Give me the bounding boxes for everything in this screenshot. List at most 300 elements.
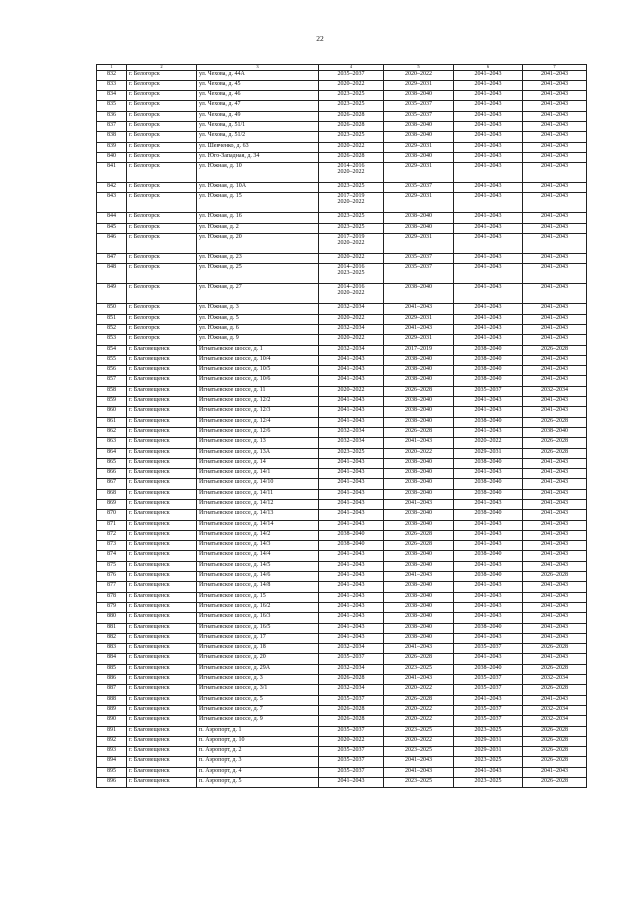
period-col4-cell: [319, 541, 384, 551]
row-number: 888: [97, 695, 127, 705]
period-col7-cell: 2041–2043: [523, 561, 587, 571]
period-line: 2023–2025: [337, 183, 365, 190]
period-col4-cell: [319, 193, 384, 213]
city-cell: г. Благовещенск: [127, 736, 197, 746]
period-col6-cell: 2038–2040: [454, 479, 523, 489]
city-cell: г. Благовещенск: [127, 726, 197, 736]
period-col4-cell: [319, 613, 384, 623]
period-col7-cell: 2041–2043: [523, 366, 587, 376]
period-col7-cell: 2041–2043: [523, 500, 587, 510]
row-number: 870: [97, 510, 127, 520]
address-cell: Игнатьевское шоссе, д. 14/3: [197, 541, 319, 551]
city-cell: г. Благовещенск: [127, 438, 197, 448]
period-col6-cell: 2038–2040: [454, 366, 523, 376]
period-col5-cell: 2020–2022: [384, 716, 454, 726]
address-cell: Игнатьевское шоссе, д. 15: [197, 592, 319, 602]
period-col7-cell: 2041–2043: [523, 530, 587, 540]
period-line: 2041–2043: [337, 582, 365, 589]
column-number: 4: [319, 65, 384, 71]
city-cell: г. Благовещенск: [127, 747, 197, 757]
period-line: 2017–2019: [337, 193, 365, 200]
row-number: 854: [97, 345, 127, 355]
table-row: [97, 213, 587, 223]
table-row: [97, 121, 587, 131]
address-cell: Игнатьевское шоссе, д. 14/12: [197, 500, 319, 510]
table-row: [97, 284, 587, 304]
address-cell: Игнатьевское шоссе, д. 10/4: [197, 355, 319, 365]
period-line: 2020–2022: [337, 335, 365, 342]
period-col5-cell: 2020–2022: [384, 736, 454, 746]
row-number: 853: [97, 335, 127, 345]
period-col5-cell: 2023–2025: [384, 664, 454, 674]
period-col6-cell: 2041–2043: [454, 520, 523, 530]
row-number: 863: [97, 438, 127, 448]
period-col5-cell: 2041–2043: [384, 767, 454, 777]
city-cell: г. Благовещенск: [127, 448, 197, 458]
period-line: 2041–2043: [337, 551, 365, 558]
row-number: 885: [97, 664, 127, 674]
period-col7-cell: 2032–2034: [523, 716, 587, 726]
period-col4-cell: [319, 91, 384, 101]
period-col5-cell: 2038–2040: [384, 469, 454, 479]
city-cell: г. Благовещенск: [127, 767, 197, 777]
table-row: [97, 234, 587, 254]
period-col6-cell: 2041–2043: [454, 427, 523, 437]
period-col6-cell: 2041–2043: [454, 592, 523, 602]
address-cell: ул. Чехова, д. 49: [197, 111, 319, 121]
address-cell: Игнатьевское шоссе, д. 14/8: [197, 582, 319, 592]
period-col4-cell: [319, 767, 384, 777]
address-cell: Игнатьевское шоссе, д. 18: [197, 644, 319, 654]
period-col4-cell: [319, 132, 384, 142]
row-number: 860: [97, 407, 127, 417]
period-col5-cell: 2041–2043: [384, 675, 454, 685]
period-col5-cell: 2038–2040: [384, 91, 454, 101]
period-col5-cell: 2029–2031: [384, 80, 454, 90]
row-number: 866: [97, 469, 127, 479]
period-col6-cell: 2038–2040: [454, 458, 523, 468]
period-col7-cell: 2041–2043: [523, 264, 587, 284]
period-line: 2041–2043: [337, 366, 365, 373]
period-col6-cell: 2041–2043: [454, 541, 523, 551]
row-number: 848: [97, 264, 127, 284]
city-cell: г. Благовещенск: [127, 582, 197, 592]
period-col5-cell: 2023–2025: [384, 747, 454, 757]
city-cell: г. Белогорск: [127, 254, 197, 264]
period-line: 2032–2034: [337, 685, 365, 692]
period-col4-cell: [319, 561, 384, 571]
period-col7-cell: 2026–2028: [523, 572, 587, 582]
table-row: [97, 664, 587, 674]
period-col6-cell: 2038–2040: [454, 489, 523, 499]
table-row: [97, 613, 587, 623]
period-col7-cell: 2041–2043: [523, 254, 587, 264]
period-col4-cell: [319, 183, 384, 193]
period-col7-cell: 2026–2028: [523, 644, 587, 654]
table-row: [97, 254, 587, 264]
period-col5-cell: 2026–2028: [384, 427, 454, 437]
period-col6-cell: 2035–2037: [454, 675, 523, 685]
table-row: [97, 80, 587, 90]
address-cell: Игнатьевское шоссе, д. 7: [197, 705, 319, 715]
row-number: 878: [97, 592, 127, 602]
period-line: 2020–2022: [337, 142, 365, 149]
period-col4-cell: [319, 572, 384, 582]
period-col5-cell: 2026–2028: [384, 695, 454, 705]
city-cell: г. Белогорск: [127, 213, 197, 223]
period-line: 2041–2043: [337, 778, 365, 785]
address-cell: ул. Чехова, д. 46: [197, 91, 319, 101]
address-cell: Игнатьевское шоссе, д. 16/5: [197, 623, 319, 633]
period-col5-cell: 2038–2040: [384, 152, 454, 162]
period-line: 2041–2043: [337, 561, 365, 568]
period-line: 2023–2025: [337, 448, 365, 455]
address-cell: ул. Южная, д. 9: [197, 335, 319, 345]
address-cell: Игнатьевское шоссе, д. 9: [197, 716, 319, 726]
city-cell: г. Белогорск: [127, 132, 197, 142]
period-col7-cell: 2041–2043: [523, 602, 587, 612]
city-cell: г. Благовещенск: [127, 469, 197, 479]
period-col4-cell: [319, 726, 384, 736]
period-col7-cell: 2026–2028: [523, 664, 587, 674]
period-col4-cell: [319, 757, 384, 767]
table-row: [97, 623, 587, 633]
address-cell: п. Аэропорт, д. 5: [197, 778, 319, 788]
period-col5-cell: 2029–2031: [384, 163, 454, 183]
period-col6-cell: 2041–2043: [454, 223, 523, 233]
period-col6-cell: 2041–2043: [454, 654, 523, 664]
city-cell: г. Благовещенск: [127, 613, 197, 623]
table-row: [97, 479, 587, 489]
period-col4-cell: [319, 234, 384, 254]
row-number: 835: [97, 101, 127, 111]
period-col4-cell: [319, 685, 384, 695]
address-cell: Игнатьевское шоссе, д. 14/6: [197, 572, 319, 582]
row-number: 883: [97, 644, 127, 654]
address-cell: Игнатьевское шоссе, д. 5: [197, 695, 319, 705]
row-number: 881: [97, 623, 127, 633]
period-col4-cell: [319, 510, 384, 520]
period-col4-cell: [319, 324, 384, 334]
period-col6-cell: 2041–2043: [454, 324, 523, 334]
period-col5-cell: 2017–2019: [384, 345, 454, 355]
period-line: 2041–2043: [337, 407, 365, 414]
period-col7-cell: 2041–2043: [523, 284, 587, 304]
table-row: [97, 726, 587, 736]
period-col5-cell: 2041–2043: [384, 644, 454, 654]
period-col4-cell: [319, 335, 384, 345]
period-col5-cell: 2038–2040: [384, 582, 454, 592]
city-cell: г. Благовещенск: [127, 458, 197, 468]
row-number: 839: [97, 142, 127, 152]
row-number: 886: [97, 675, 127, 685]
table-row: [97, 355, 587, 365]
period-col4-cell: [319, 592, 384, 602]
address-cell: ул. Южная, д. 16: [197, 213, 319, 223]
period-col6-cell: 2041–2043: [454, 695, 523, 705]
period-col5-cell: 2038–2040: [384, 592, 454, 602]
period-col7-cell: 2041–2043: [523, 458, 587, 468]
row-number: 882: [97, 633, 127, 643]
period-col7-cell: 2041–2043: [523, 101, 587, 111]
period-col6-cell: 2041–2043: [454, 80, 523, 90]
address-cell: п. Аэропорт, д. 3: [197, 757, 319, 767]
period-col5-cell: 2038–2040: [384, 407, 454, 417]
row-number: 887: [97, 685, 127, 695]
period-col4-cell: [319, 479, 384, 489]
period-col5-cell: 2038–2040: [384, 213, 454, 223]
table-row: [97, 685, 587, 695]
row-number: 875: [97, 561, 127, 571]
city-cell: г. Белогорск: [127, 70, 197, 80]
address-cell: ул. Южная, д. 20: [197, 234, 319, 254]
city-cell: г. Благовещенск: [127, 355, 197, 365]
city-cell: г. Благовещенск: [127, 520, 197, 530]
period-col5-cell: 2020–2022: [384, 705, 454, 715]
address-cell: ул. Южная, д. 25: [197, 264, 319, 284]
row-number: 865: [97, 458, 127, 468]
row-number: 861: [97, 417, 127, 427]
table-row: [97, 183, 587, 193]
period-col7-cell: 2041–2043: [523, 121, 587, 131]
city-cell: г. Благовещенск: [127, 654, 197, 664]
city-cell: г. Белогорск: [127, 264, 197, 284]
address-cell: ул. Южная, д. 3: [197, 304, 319, 314]
period-col6-cell: 2038–2040: [454, 417, 523, 427]
period-col6-cell: 2041–2043: [454, 152, 523, 162]
period-col5-cell: 2041–2043: [384, 324, 454, 334]
row-number: 891: [97, 726, 127, 736]
address-cell: ул. Юго-Западная, д. 34: [197, 152, 319, 162]
address-cell: Игнатьевское шоссе, д. 29А: [197, 664, 319, 674]
city-cell: г. Благовещенск: [127, 572, 197, 582]
period-col5-cell: 2038–2040: [384, 223, 454, 233]
period-line: 2041–2043: [337, 572, 365, 579]
city-cell: г. Благовещенск: [127, 561, 197, 571]
period-col6-cell: 2041–2043: [454, 500, 523, 510]
column-number: 3: [197, 65, 319, 71]
period-col6-cell: 2041–2043: [454, 111, 523, 121]
row-number: 876: [97, 572, 127, 582]
period-line: 2026–2028: [337, 716, 365, 723]
row-number: 884: [97, 654, 127, 664]
address-cell: Игнатьевское шоссе, д. 14/14: [197, 520, 319, 530]
period-col6-cell: 2038–2040: [454, 664, 523, 674]
address-cell: п. Аэропорт, д. 2: [197, 747, 319, 757]
period-line: 2041–2043: [337, 592, 365, 599]
period-line: 2035–2037: [337, 767, 365, 774]
period-line: 2032–2034: [337, 664, 365, 671]
period-col7-cell: 2041–2043: [523, 407, 587, 417]
period-col4-cell: [319, 111, 384, 121]
period-line: 2014–2016: [337, 284, 365, 291]
period-col6-cell: 2035–2037: [454, 716, 523, 726]
period-col7-cell: 2041–2043: [523, 510, 587, 520]
row-number: 864: [97, 448, 127, 458]
period-col4-cell: [319, 695, 384, 705]
period-col5-cell: 2029–2031: [384, 314, 454, 324]
period-line: 2023–2025: [337, 213, 365, 220]
row-number: 852: [97, 324, 127, 334]
row-number: 874: [97, 551, 127, 561]
period-line: 2035–2037: [337, 747, 365, 754]
row-number: 892: [97, 736, 127, 746]
table-row: [97, 716, 587, 726]
period-line: 2041–2043: [337, 397, 365, 404]
city-cell: г. Благовещенск: [127, 417, 197, 427]
table-row: [97, 142, 587, 152]
row-number: 880: [97, 613, 127, 623]
period-col7-cell: 2038–2040: [523, 427, 587, 437]
period-col4-cell: [319, 397, 384, 407]
period-col6-cell: 2041–2043: [454, 193, 523, 213]
city-cell: г. Благовещенск: [127, 664, 197, 674]
period-col6-cell: 2041–2043: [454, 254, 523, 264]
table-row: [97, 695, 587, 705]
period-line: 2020–2022: [337, 290, 365, 297]
period-col6-cell: 2035–2037: [454, 685, 523, 695]
table-row: [97, 602, 587, 612]
table-row: [97, 324, 587, 334]
row-number: 846: [97, 234, 127, 254]
period-col5-cell: 2026–2028: [384, 530, 454, 540]
city-cell: г. Белогорск: [127, 335, 197, 345]
city-cell: г. Благовещенск: [127, 397, 197, 407]
period-col7-cell: 2041–2043: [523, 592, 587, 602]
period-col7-cell: 2026–2028: [523, 726, 587, 736]
period-col7-cell: 2026–2028: [523, 685, 587, 695]
table-row: [97, 314, 587, 324]
period-col4-cell: [319, 705, 384, 715]
period-col5-cell: 2035–2037: [384, 254, 454, 264]
table-row: [97, 386, 587, 396]
period-col7-cell: 2026–2028: [523, 757, 587, 767]
row-number: 890: [97, 716, 127, 726]
table-row: [97, 561, 587, 571]
city-cell: г. Белогорск: [127, 234, 197, 254]
table-row: [97, 407, 587, 417]
period-col6-cell: 2041–2043: [454, 284, 523, 304]
period-col7-cell: 2041–2043: [523, 695, 587, 705]
table-row: [97, 345, 587, 355]
row-number: 855: [97, 355, 127, 365]
address-cell: ул. Чехова, д. 47: [197, 101, 319, 111]
period-line: 2020–2022: [337, 386, 365, 393]
period-col4-cell: [319, 101, 384, 111]
period-line: 2032–2034: [337, 438, 365, 445]
period-col6-cell: 2041–2043: [454, 91, 523, 101]
period-col7-cell: 2026–2028: [523, 345, 587, 355]
period-line: 2041–2043: [337, 376, 365, 383]
period-col4-cell: [319, 152, 384, 162]
period-line: 2035–2037: [337, 654, 365, 661]
address-cell: ул. Чехова, д. 44А: [197, 70, 319, 80]
period-col6-cell: 2041–2043: [454, 397, 523, 407]
row-number: 847: [97, 254, 127, 264]
period-col7-cell: 2026–2028: [523, 438, 587, 448]
period-col4-cell: [319, 376, 384, 386]
period-col5-cell: 2020–2022: [384, 685, 454, 695]
row-number: 842: [97, 183, 127, 193]
period-line: 2032–2034: [337, 427, 365, 434]
period-line: 2020–2022: [337, 199, 365, 206]
address-cell: Игнатьевское шоссе, д. 10/6: [197, 376, 319, 386]
address-cell: Игнатьевское шоссе, д. 17: [197, 633, 319, 643]
period-col5-cell: 2035–2037: [384, 101, 454, 111]
table-row: [97, 736, 587, 746]
city-cell: г. Благовещенск: [127, 602, 197, 612]
period-col4-cell: [319, 716, 384, 726]
table-row: [97, 654, 587, 664]
table-row: [97, 469, 587, 479]
period-col5-cell: 2038–2040: [384, 121, 454, 131]
city-cell: г. Белогорск: [127, 284, 197, 304]
period-col7-cell: 2032–2034: [523, 386, 587, 396]
address-cell: ул. Чехова, д. 51/1: [197, 121, 319, 131]
period-line: 2041–2043: [337, 489, 365, 496]
address-cell: Игнатьевское шоссе, д. 10/5: [197, 366, 319, 376]
period-col4-cell: [319, 582, 384, 592]
column-number: 7: [523, 65, 587, 71]
period-col4-cell: [319, 736, 384, 746]
table-row: [97, 376, 587, 386]
period-line: 2026–2028: [337, 121, 365, 128]
period-col6-cell: 2023–2025: [454, 778, 523, 788]
address-cell: Игнатьевское шоссе, д. 14/10: [197, 479, 319, 489]
address-cell: Игнатьевское шоссе, д. 14/2: [197, 530, 319, 540]
period-col5-cell: 2038–2040: [384, 284, 454, 304]
period-col4-cell: [319, 345, 384, 355]
period-col4-cell: [319, 602, 384, 612]
period-line: 2032–2034: [337, 345, 365, 352]
period-col6-cell: 2041–2043: [454, 132, 523, 142]
period-col7-cell: 2041–2043: [523, 163, 587, 183]
city-cell: г. Белогорск: [127, 314, 197, 324]
row-number: 868: [97, 489, 127, 499]
period-col4-cell: [319, 458, 384, 468]
period-col5-cell: 2041–2043: [384, 572, 454, 582]
period-col4-cell: [319, 427, 384, 437]
city-cell: г. Белогорск: [127, 193, 197, 213]
period-line: 2026–2028: [337, 152, 365, 159]
period-line: 2041–2043: [337, 633, 365, 640]
period-col4-cell: [319, 142, 384, 152]
table-row: [97, 500, 587, 510]
period-col6-cell: 2041–2043: [454, 633, 523, 643]
period-col7-cell: 2041–2043: [523, 479, 587, 489]
table-row: [97, 705, 587, 715]
table-row: [97, 264, 587, 284]
row-number: 838: [97, 132, 127, 142]
period-col5-cell: 2038–2040: [384, 397, 454, 407]
table-row: [97, 417, 587, 427]
city-cell: г. Благовещенск: [127, 479, 197, 489]
period-col5-cell: 2026–2028: [384, 386, 454, 396]
city-cell: г. Благовещенск: [127, 551, 197, 561]
period-col5-cell: 2029–2031: [384, 234, 454, 254]
period-col7-cell: 2041–2043: [523, 397, 587, 407]
row-number: 894: [97, 757, 127, 767]
period-col7-cell: 2041–2043: [523, 152, 587, 162]
period-col7-cell: 2041–2043: [523, 304, 587, 314]
address-cell: ул. Южная, д. 10: [197, 163, 319, 183]
period-col6-cell: 2041–2043: [454, 183, 523, 193]
period-col5-cell: 2035–2037: [384, 264, 454, 284]
period-line: 2020–2022: [337, 240, 365, 247]
period-col5-cell: 2038–2040: [384, 623, 454, 633]
period-col4-cell: [319, 633, 384, 643]
address-cell: Игнатьевское шоссе, д. 3: [197, 675, 319, 685]
